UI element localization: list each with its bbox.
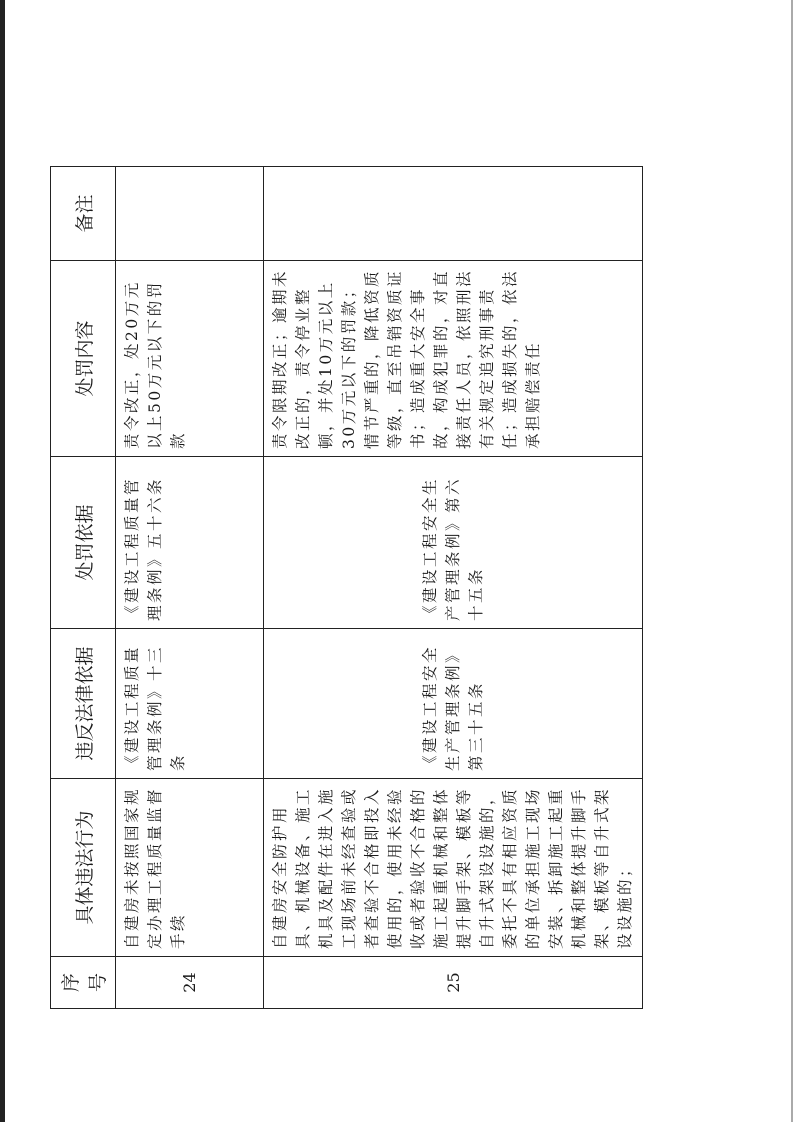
table-row bbox=[264, 167, 643, 1009]
row-law: 《建设工程安全生产管理条例》第三十五条 bbox=[264, 629, 643, 779]
table-header-row bbox=[51, 167, 116, 1009]
row-note bbox=[116, 167, 264, 261]
row-no: 24 bbox=[116, 957, 264, 1009]
table-row bbox=[116, 167, 264, 1009]
scan-edge-left bbox=[0, 0, 5, 1122]
row-penalty: 责令限期改正；逾期未改正的，责令停业整顿，并处10万元以上30万元以下的罚款；情节严重的，降低资质等级，直至吊销资质证书；造成重大安全事故，构成犯罪的，对直接责任人员，依照刑法有关规定追究刑事责任；造成损失的，依法承担赔偿责任 bbox=[264, 261, 643, 457]
row-act: 自建房安全防护用具、机械设备、施工机具及配件在进入施工现场前未经查验或者查验不合格即投入使用的，使用未经验收或者验收不合格的施工起重机械和整体提升脚手架、模板等自升式架设设施的，委托不具有相应资质的单位承担施工现场安装、拆卸施工起重机械和整体提升脚手架、模板等自升式架设设施的； bbox=[264, 779, 643, 957]
row-law: 《建设工程质量管理条例》十三条 bbox=[116, 629, 264, 779]
rotated-table-container bbox=[50, 167, 634, 1009]
header-act: 具体违法行为 bbox=[51, 779, 116, 957]
header-note: 备注 bbox=[51, 167, 116, 261]
row-no: 25 bbox=[264, 957, 643, 1009]
header-penalty: 处罚内容 bbox=[51, 261, 116, 457]
header-basis: 处罚依据 bbox=[51, 457, 116, 629]
row-basis: 《建设工程安全生产管理条例》第六十五条 bbox=[264, 457, 643, 629]
penalty-table bbox=[50, 166, 643, 1009]
row-note bbox=[264, 167, 643, 261]
row-basis: 《建设工程质量管理条例》五十六条 bbox=[116, 457, 264, 629]
row-penalty: 责令改正，处20万元以上50万元以下的罚款 bbox=[116, 261, 264, 457]
header-law: 违反法律依据 bbox=[51, 629, 116, 779]
header-no: 序号 bbox=[51, 957, 116, 1009]
row-act: 自建房未按照国家规定办理工程质量监督手续 bbox=[116, 779, 264, 957]
